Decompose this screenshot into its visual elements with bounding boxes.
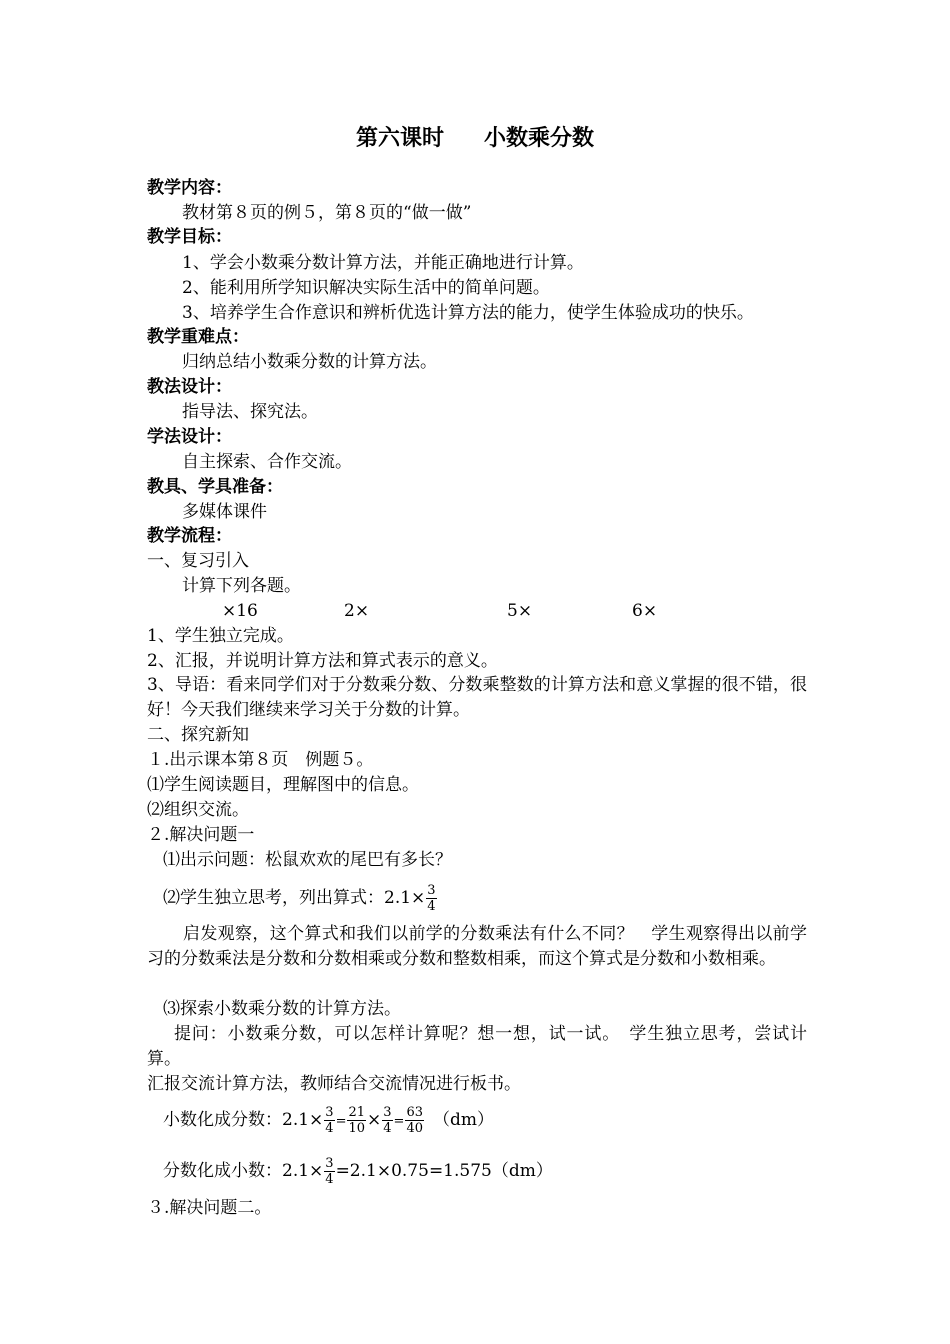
lesson-number: 第六课时 — [355, 126, 444, 151]
method-1-label: 小数化成分数：2.1× — [163, 1110, 324, 1130]
section-explore: 二、探究新知 — [147, 725, 249, 745]
fraction-3-4: $\frac{3}{4}$ — [325, 1156, 334, 1187]
formula-text: ⑵学生独立思考，列出算式：2.1× — [163, 888, 426, 908]
exercise-4: 6× — [632, 601, 658, 621]
method-fraction-to-decimal — [163, 1156, 553, 1187]
heading-key-points: 教学重难点： — [147, 327, 249, 347]
heading-tools: 教具、学具准备： — [147, 477, 283, 497]
key-points-text: 归纳总结小数乘分数的计算方法。 — [182, 352, 437, 372]
explore-item-3: ３.解决问题二。 — [147, 1198, 272, 1218]
explore-item-2: ２.解决问题一 — [147, 825, 255, 845]
method-2-result: =2.1×0.75=1.575（dm） — [335, 1161, 553, 1181]
exercise-2: 2× — [344, 601, 370, 621]
content-text: 教材第８页的例５，第８页的“做一做” — [182, 203, 472, 223]
fraction-63-40: $\frac{63}{40}$ — [406, 1105, 423, 1136]
equals-sign: = — [393, 1114, 405, 1129]
question-paragraph: 提问：小数乘分数，可以怎样计算呢？想一想，试一试。 学生独立思考，尝试计算。 — [147, 1024, 807, 1069]
times-sign: × — [367, 1110, 382, 1130]
observe-paragraph: 启发观察，这个算式和我们以前学的分数乘法有什么不同？ 学生观察得出以前学习的分数乘法是分数和分数相乘或分数和整数相乘，而这个算式是分数和小数相乘。 — [147, 924, 807, 969]
explore-item-1b: ⑵组织交流。 — [147, 800, 249, 820]
explore-item-2a: ⑴出示问题：松鼠欢欢的尾巴有多长？ — [163, 850, 452, 870]
explore-item-2c: ⑶探索小数乘分数的计算方法。 — [163, 999, 401, 1019]
review-task: 计算下列各题。 — [182, 576, 301, 596]
heading-content: 教学内容： — [147, 178, 232, 198]
heading-learning-method: 学法设计： — [147, 427, 232, 447]
heading-flow: 教学流程： — [147, 526, 232, 546]
fraction-3-4: $\frac{3}{4}$ — [427, 883, 436, 914]
goal-2: 2、能利用所学知识解决实际生活中的简单问题。 — [182, 278, 550, 298]
method-2-label: 分数化成小数：2.1× — [163, 1161, 324, 1181]
goal-1: 1、学会小数乘分数计算方法，并能正确地进行计算。 — [182, 253, 584, 273]
equals-sign: = — [335, 1114, 347, 1129]
exercise-1: ×16 — [222, 601, 258, 621]
heading-teaching-method: 教法设计： — [147, 377, 232, 397]
goal-3: 3、培养学生合作意识和辨析优选计算方法的能力，使学生体验成功的快乐。 — [182, 303, 754, 323]
tools-text: 多媒体课件 — [182, 502, 267, 522]
fraction-21-10: $\frac{21}{10}$ — [348, 1105, 366, 1136]
lesson-topic: 小数乘分数 — [484, 126, 595, 151]
teaching-method-text: 指导法、探究法。 — [182, 402, 318, 422]
review-step-1: 1、学生独立完成。 — [147, 626, 294, 646]
fraction-3-4: $\frac{3}{4}$ — [383, 1105, 392, 1136]
lesson-title — [0, 124, 950, 154]
unit-dm: （dm） — [433, 1110, 495, 1130]
explore-item-2b — [163, 883, 438, 914]
explore-item-1a: ⑴学生阅读题目，理解图中的信息。 — [147, 775, 419, 795]
fraction-3-4: $\frac{3}{4}$ — [325, 1105, 334, 1136]
section-review: 一、复习引入 — [147, 551, 249, 571]
exercise-3: 5× — [507, 601, 533, 621]
method-decimal-to-fraction — [163, 1105, 494, 1136]
review-step-2: 2、汇报，并说明计算方法和算式表示的意义。 — [147, 651, 498, 671]
explore-item-1: １.出示课本第８页 例题５。 — [147, 750, 374, 770]
report-paragraph: 汇报交流计算方法，教师结合交流情况进行板书。 — [147, 1074, 521, 1094]
review-step-3: 3、导语：看来同学们对于分数乘分数、分数乘整数的计算方法和意义掌握的很不错，很好！今天我们继续来学习关于分数的计算。 — [147, 675, 807, 720]
learning-method-text: 自主探索、合作交流。 — [182, 452, 352, 472]
heading-goals: 教学目标： — [147, 227, 232, 247]
